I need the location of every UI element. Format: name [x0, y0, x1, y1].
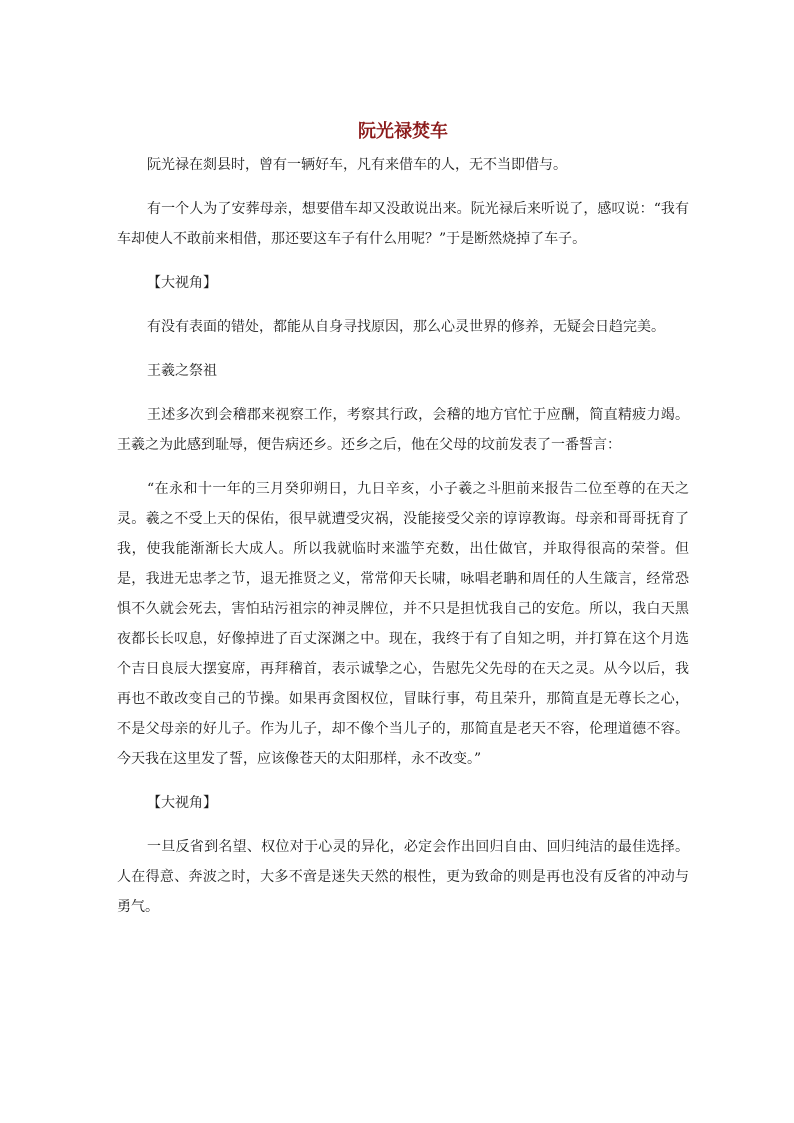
document-title: 阮光禄焚车 [358, 121, 448, 142]
section-heading-commentary-1: 【大视角】 [147, 275, 217, 291]
story-heading-wang-xizhi: 王羲之祭祖 [147, 363, 217, 379]
section-heading-commentary-2: 【大视角】 [147, 795, 217, 811]
paragraph-3: 有没有表面的错处，都能从自身寻找原因，那么心灵世界的修养，无疑会日趋完美。 [147, 319, 665, 335]
paragraph-2: 有一个人为了安葬母亲，想要借车却又没敢说出来。阮光禄后来听说了，感叹说：“我有车却使人不敢前来相借，那还要这车子有什么用呢？”于是断然烧掉了车子。 [117, 201, 689, 247]
paragraph-oath-quote: “在永和十一年的三月癸卯朔日，九日辛亥，小子羲之斗胆前来报告二位至尊的在天之灵。羲之不受上天的保佑，很早就遭受灾祸，没能接受父亲的谆谆教诲。母亲和哥哥抚育了我，使我能渐渐长大成人。所以我就临时来滥竽充数，出仕做官，并取得很高的荣誉。但是，我进无忠孝之节，退无推贤之义，常常仰天长啸，咏唱老聃和周任的人生箴言，经常恐惧不久就会死去，害怕玷污祖宗的神灵牌位，并不只是担忧我自己的安危。所以，我白天黑夜都长长叹息，好像掉进了百丈深渊之中。现在，我终于有了自知之明，并打算在这个月选个吉日良辰大摆宴席，再拜稽首，表示诚挚之心，告慰先父先母的在天之灵。从今以后，我再也不敢改变自己的节操。如果再贪图权位，冒昧行事，苟且荣升，那简直是无尊长之心，不是父母亲的好儿子。作为儿子，却不像个当儿子的，那简直是老天不容，伦理道德不容。今天我在这里发了誓，应该像苍天的太阳那样，永不改变。” [117, 481, 689, 767]
paragraph-1: 阮光禄在剡县时，曾有一辆好车，凡有来借车的人，无不当即借与。 [147, 157, 567, 173]
paragraph-5: 一旦反省到名望、权位对于心灵的异化，必定会作出回归自由、回归纯洁的最佳选择。人在得意、奔波之时，大多不啻是迷失天然的根性，更为致命的则是再也没有反省的冲动与勇气。 [117, 839, 689, 915]
paragraph-4: 王述多次到会稽郡来视察工作，考察其行政，会稽的地方官忙于应酬，简直精疲力竭。王羲之为此感到耻辱，便告病还乡。还乡之后，他在父母的坟前发表了一番誓言： [117, 407, 689, 453]
document-page [117, 118, 689, 922]
